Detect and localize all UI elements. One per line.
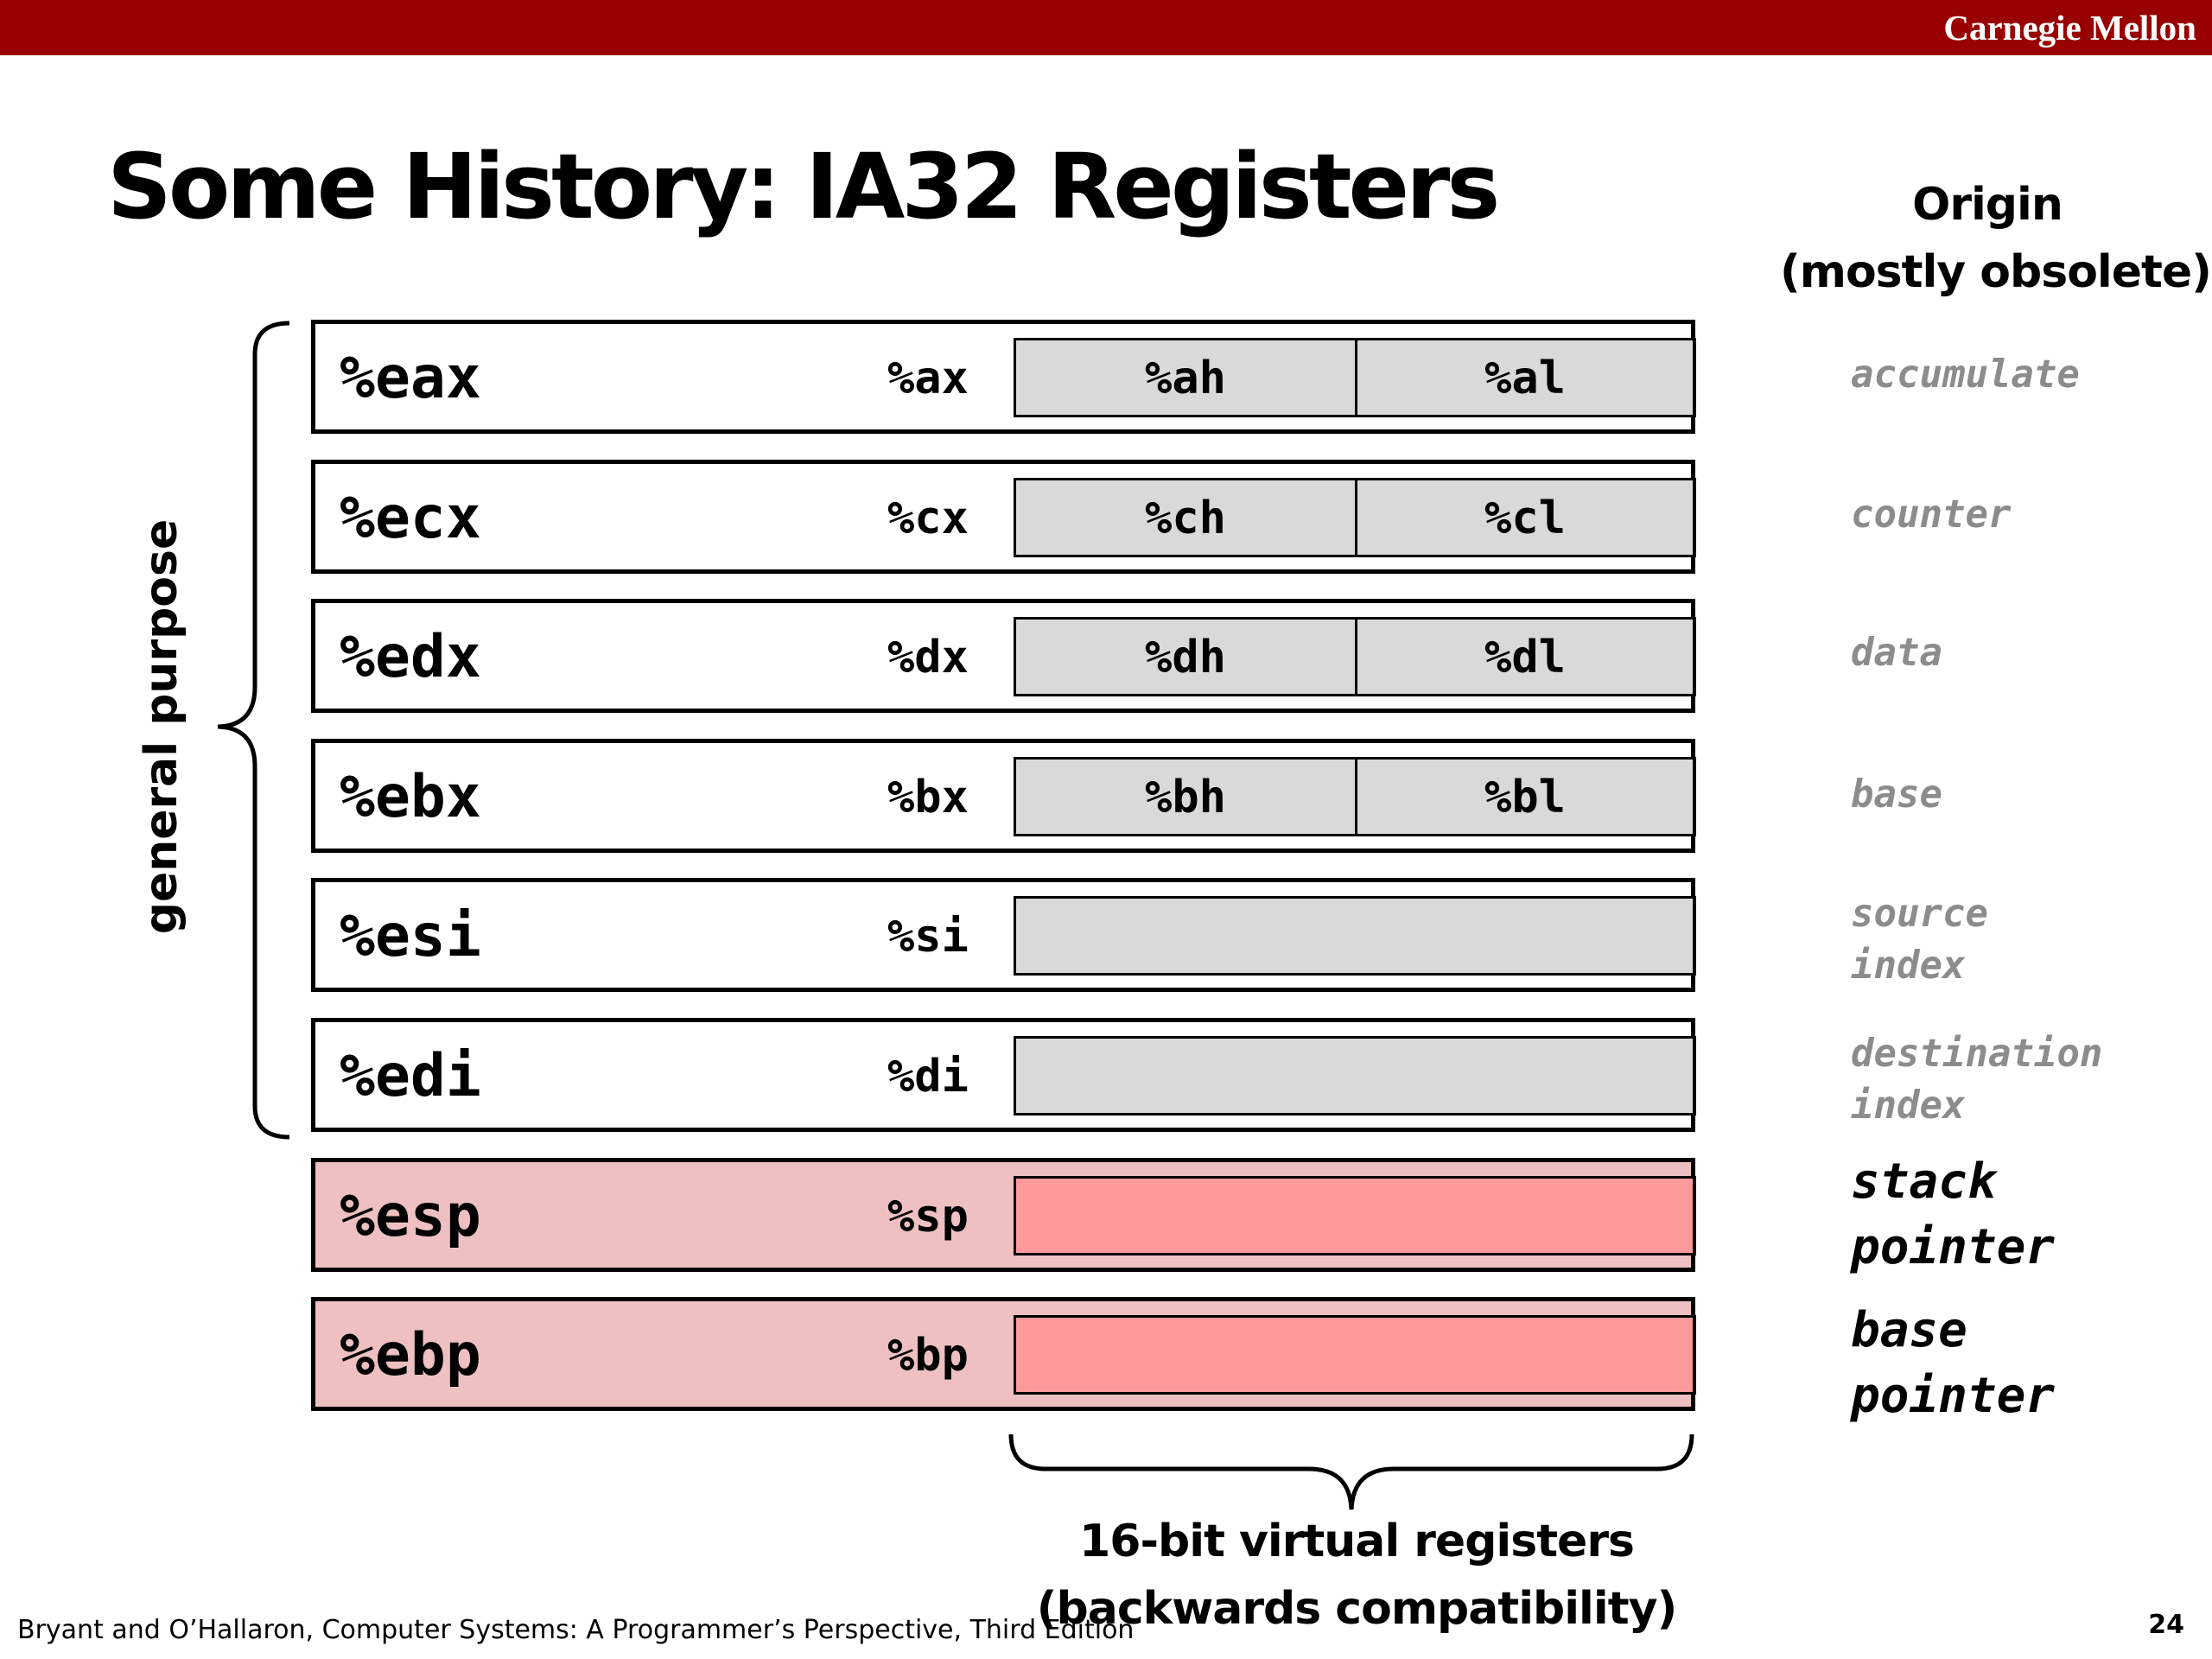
origin-label-line: base (1851, 1302, 1967, 1358)
register-row-edx (311, 599, 1695, 713)
register-name: %ecx (340, 484, 481, 552)
low-byte-register: %bl (1484, 772, 1566, 823)
origin-label-ecx (1851, 489, 2196, 541)
high-byte-register: %ah (1016, 340, 1357, 415)
top-banner (0, 0, 2212, 55)
high-byte-register: %ch (1016, 480, 1357, 555)
subregister-box (1014, 617, 1696, 696)
virtual-registers-brace (1002, 1430, 1700, 1516)
register-16bit-name: %sp (887, 1191, 969, 1243)
subregister-box (1014, 896, 1696, 976)
register-name: %ebx (340, 763, 481, 831)
origin-label-edi (1851, 1028, 2196, 1132)
origin-heading-line-2: (mostly obsolete) (1780, 246, 2211, 298)
register-16bit-name: %cx (887, 493, 969, 544)
origin-label-line: index (1851, 1084, 1966, 1128)
virtual-registers-label-line-2: (backwards compatibility) (1036, 1583, 1677, 1635)
subregister-box (1014, 1176, 1696, 1255)
origin-label-line: pointer (1851, 1368, 2056, 1424)
register-row-esp (311, 1158, 1695, 1272)
register-16bit-name: %ax (887, 353, 969, 404)
register-16bit-name: %bp (887, 1330, 969, 1382)
page-number: 24 (2148, 1610, 2184, 1640)
low-byte-register: %cl (1484, 493, 1566, 544)
register-row-ebx (311, 739, 1695, 853)
subregister-box (1014, 478, 1696, 557)
general-purpose-label: general purpose (136, 518, 188, 935)
origin-heading-line-1: Origin (1912, 179, 2063, 231)
origin-label-esi (1851, 888, 2196, 992)
origin-label-line: stack (1851, 1154, 1997, 1210)
subregister-box (1014, 757, 1696, 836)
register-16bit-name: %si (887, 911, 969, 963)
low-byte-register: %dl (1484, 632, 1566, 683)
subregister-box (1014, 338, 1696, 417)
register-row-esi (311, 878, 1695, 992)
register-name: %edx (340, 623, 481, 691)
origin-label-line: index (1851, 944, 1966, 988)
register-name: %eax (340, 344, 481, 412)
register-name: %ebp (340, 1321, 481, 1389)
register-row-ecx (311, 460, 1695, 574)
register-name: %edi (340, 1042, 481, 1110)
register-row-edi (311, 1018, 1695, 1132)
origin-label-line: accumulate (1851, 353, 2080, 397)
register-row-eax (311, 320, 1695, 434)
register-16bit-name: %bx (887, 772, 969, 823)
origin-heading (1780, 171, 2211, 306)
slide-title: Some History: IA32 Registers (107, 134, 1497, 239)
origin-label-line: source (1851, 892, 1988, 936)
origin-label-line: data (1851, 631, 1942, 675)
origin-label-ebp (1851, 1298, 2196, 1429)
origin-label-eax (1851, 349, 2196, 401)
origin-label-line: base (1851, 772, 1942, 817)
subregister-box (1014, 1315, 1696, 1395)
brand-name: Carnegie Mellon (1943, 8, 2196, 48)
citation-footer: Bryant and O’Hallaron, Computer Systems: A Programmer’s Perspective, Third Edition (17, 1615, 1135, 1645)
origin-label-esp (1851, 1149, 2196, 1281)
low-byte-register: %al (1484, 353, 1566, 404)
register-name: %esi (340, 902, 481, 970)
origin-label-ebx (1851, 769, 2196, 821)
register-row-ebp (311, 1297, 1695, 1411)
origin-label-edx (1851, 627, 2196, 679)
register-name: %esp (340, 1182, 481, 1250)
origin-label-line: destination (1851, 1032, 2103, 1076)
high-byte-register: %bh (1016, 760, 1357, 834)
origin-label-line: counter (1851, 493, 2012, 537)
general-purpose-brace (207, 320, 294, 1142)
subregister-box (1014, 1036, 1696, 1116)
origin-label-line: pointer (1851, 1219, 2056, 1275)
virtual-registers-label-line-1: 16-bit virtual registers (1079, 1516, 1634, 1567)
register-16bit-name: %dx (887, 632, 969, 683)
high-byte-register: %dh (1016, 620, 1357, 694)
register-16bit-name: %di (887, 1051, 969, 1103)
